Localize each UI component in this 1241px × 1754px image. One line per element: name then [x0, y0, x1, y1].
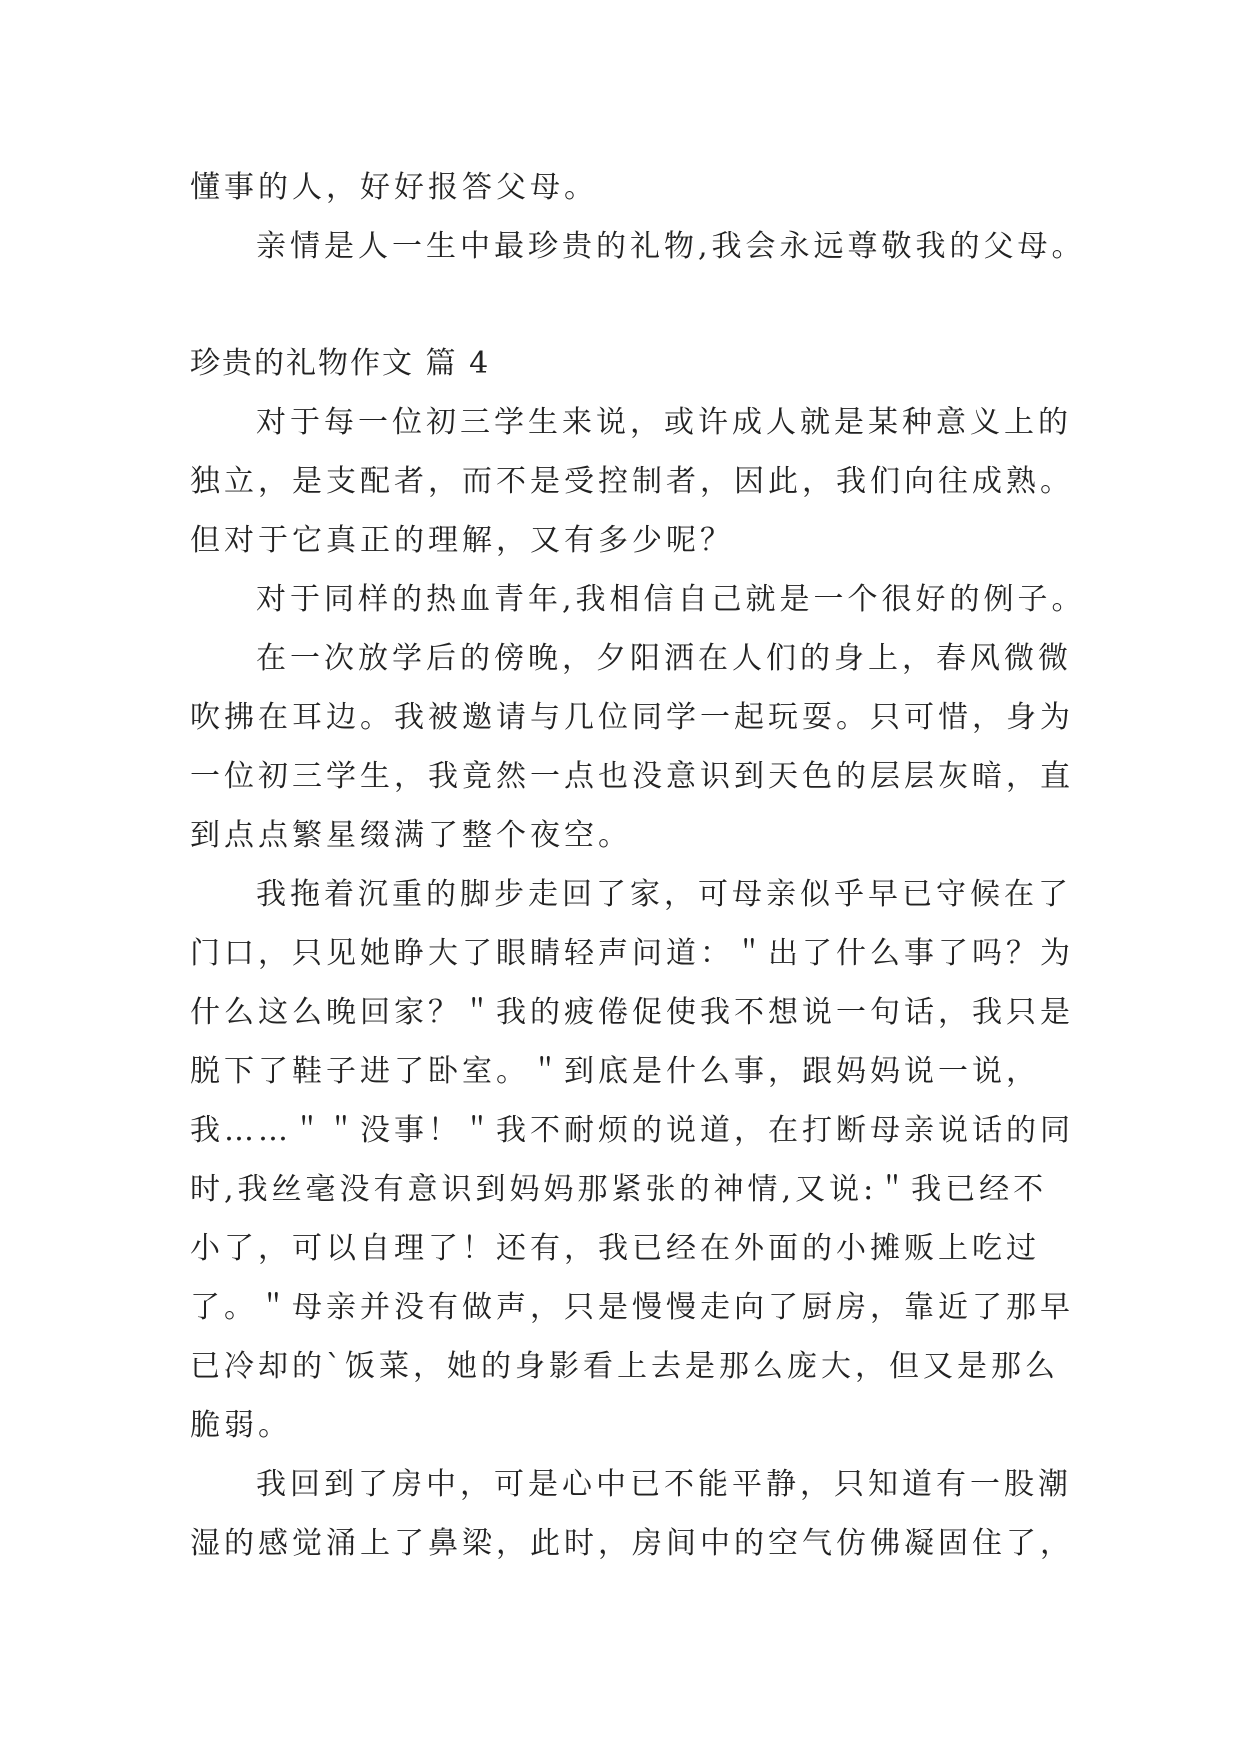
closing-line: 亲情是人一生中最珍贵的礼物,我会永远尊敬我的父母。	[256, 229, 1086, 264]
paragraph-line: 在一次放学后的傍晚，夕阳洒在人们的身上，春风微微	[256, 641, 1072, 676]
paragraph-3	[190, 629, 1074, 865]
document-body	[190, 158, 1086, 1573]
paragraph-line: 了。＂母亲并没有做声，只是慢慢走向了厨房，靠近了那早	[190, 1290, 1074, 1325]
paragraph-4	[190, 865, 1074, 1455]
paragraph-line: 小了，可以自理了！还有，我已经在外面的小摊贩上吃过	[190, 1231, 1040, 1266]
paragraph-line: 独立，是支配者，而不是受控制者，因此，我们向往成熟。	[190, 464, 1074, 499]
paragraph-line: 什么这么晚回家？＂我的疲倦促使我不想说一句话，我只是	[190, 995, 1074, 1030]
paragraph-line: 吹拂在耳边。我被邀请与几位同学一起玩耍。只可惜，身为	[190, 700, 1074, 735]
paragraph-line: 我拖着沉重的脚步走回了家，可母亲似乎早已守候在了	[256, 877, 1072, 912]
paragraph-line: 对于同样的热血青年,我相信自己就是一个很好的例子。	[256, 582, 1086, 617]
section-title: 珍贵的礼物作文 篇 4	[190, 346, 491, 381]
paragraph-1	[190, 393, 1074, 570]
paragraph-2	[190, 570, 1086, 629]
paragraph-line: 但对于它真正的理解，又有多少呢？	[190, 523, 734, 558]
paragraph-line: 我回到了房中，可是心中已不能平静，只知道有一股潮	[256, 1467, 1072, 1502]
paragraph-line: 一位初三学生，我竟然一点也没意识到天色的层层灰暗，直	[190, 759, 1074, 794]
paragraph-line: 门口，只见她睁大了眼睛轻声问道：＂出了什么事了吗？为	[190, 936, 1074, 971]
paragraph-line: 时,我丝毫没有意识到妈妈那紧张的神情,又说:＂我已经不	[190, 1172, 1048, 1207]
paragraph-line: 脆弱。	[190, 1408, 292, 1443]
paragraph-line: 到点点繁星缀满了整个夜空。	[190, 818, 632, 853]
paragraph-line: 脱下了鞋子进了卧室。＂到底是什么事，跟妈妈说一说，	[190, 1054, 1040, 1089]
paragraph-line: 湿的感觉涌上了鼻梁，此时，房间中的空气仿佛凝固住了，	[190, 1526, 1074, 1561]
paragraph-line: 已冷却的`饭菜，她的身影看上去是那么庞大，但又是那么	[190, 1349, 1059, 1384]
paragraph-line: 我……＂＂没事！＂我不耐烦的说道，在打断母亲说话的同	[190, 1113, 1074, 1148]
paragraph-5	[190, 1455, 1074, 1573]
intro-line: 懂事的人，好好报答父母。	[190, 170, 598, 205]
paragraph-line: 对于每一位初三学生来说，或许成人就是某种意义上的	[256, 405, 1072, 440]
